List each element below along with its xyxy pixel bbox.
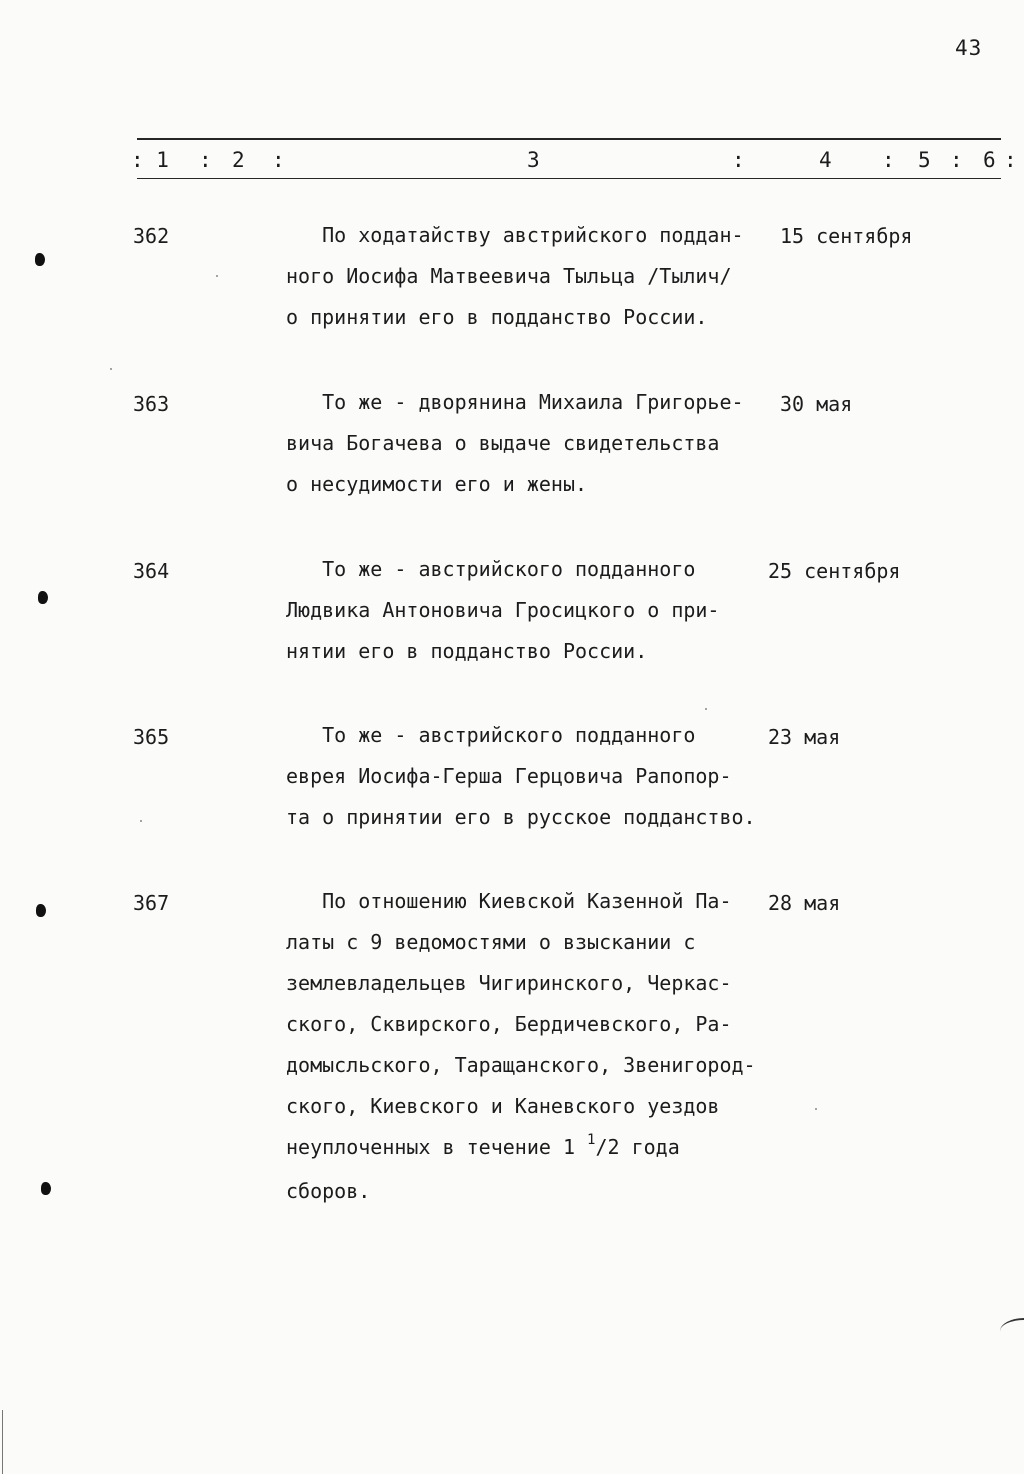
- scan-speck: [216, 275, 218, 277]
- entry-description: [286, 881, 786, 1212]
- page-number: 43: [955, 36, 983, 60]
- scan-speck: [140, 820, 142, 822]
- entry-line: домысльского, Таращанского, Звенигород-: [286, 1053, 756, 1077]
- col-header-5: 5: [918, 148, 931, 172]
- entry-description: [286, 382, 786, 505]
- col-header-3: 3: [527, 148, 540, 172]
- binding-mark: [38, 591, 48, 604]
- col-header-6: 6: [983, 148, 996, 172]
- fraction-prefix: неуплоченных в течение 1: [286, 1135, 588, 1159]
- entry-date: 25 сентября: [768, 559, 901, 583]
- entry-number: 367: [133, 891, 170, 915]
- entry-line-fraction: [286, 1127, 786, 1171]
- entry-description: [286, 215, 786, 338]
- entry-line: По ходатайству австрийского поддан-: [286, 223, 744, 247]
- entry-date: 23 мая: [768, 725, 841, 749]
- entry-line: та о принятии его в русское подданство.: [286, 805, 756, 829]
- binding-mark: [35, 253, 45, 266]
- binding-mark: [41, 1182, 51, 1195]
- fraction-suffix: /2 года: [595, 1135, 680, 1159]
- entry-number: 365: [133, 725, 170, 749]
- entry-description: [286, 715, 786, 838]
- fraction-superscript: 1: [587, 1132, 596, 1148]
- scan-corner-mark: [1000, 1318, 1024, 1340]
- entry-line: землевладельцев Чигиринского, Черкас-: [286, 971, 732, 995]
- col-header-sep-2: :: [272, 148, 285, 172]
- entry-date: 30 мая: [780, 392, 853, 416]
- col-header-sep-4: :: [882, 148, 895, 172]
- entry-line: ского, Киевского и Каневского уездов: [286, 1094, 720, 1118]
- entry-line: еврея Иосифа-Герша Герцовича Рапопор-: [286, 764, 732, 788]
- entry-line: То же - австрийского подданного: [286, 723, 696, 747]
- table-header-rule: [137, 178, 1001, 179]
- entry-line: латы с 9 ведомостями о взыскании с: [286, 930, 696, 954]
- scan-speck: [110, 368, 112, 370]
- scan-edge-line: [2, 1410, 3, 1474]
- entry-number: 363: [133, 392, 170, 416]
- entry-line: нятии его в подданство России.: [286, 639, 648, 663]
- entry-number: 364: [133, 559, 170, 583]
- entry-line: Людвика Антоновича Гросицкого о при-: [286, 598, 720, 622]
- entry-line: То же - австрийского подданного: [286, 557, 696, 581]
- entry-line: о несудимости его и жены.: [286, 472, 588, 496]
- entry-line: По отношению Киевской Казенной Па-: [286, 889, 732, 913]
- col-header-sep-3: :: [732, 148, 745, 172]
- col-header-sep-5: :: [950, 148, 963, 172]
- scan-speck: [705, 708, 707, 710]
- entry-line: То же - дворянина Михаила Григорье-: [286, 390, 744, 414]
- col-header-1: : 1: [131, 148, 169, 172]
- entry-number: 362: [133, 224, 170, 248]
- col-header-sep-6: :: [1004, 148, 1017, 172]
- entry-line: о принятии его в подданство России.: [286, 305, 708, 329]
- col-header-sep-1: :: [199, 148, 212, 172]
- entry-date: 28 мая: [768, 891, 841, 915]
- table-top-rule: [137, 138, 1001, 140]
- binding-mark: [36, 904, 46, 917]
- entry-line: вича Богачева о выдаче свидетельства: [286, 431, 720, 455]
- entry-line: сборов.: [286, 1179, 371, 1203]
- entry-line: ского, Сквирского, Бердичевского, Ра-: [286, 1012, 732, 1036]
- entry-date: 15 сентября: [780, 224, 913, 248]
- scan-speck: [815, 1108, 817, 1110]
- col-header-2: 2: [232, 148, 245, 172]
- entry-description: [286, 549, 786, 672]
- col-header-4: 4: [819, 148, 832, 172]
- entry-line: ного Иосифа Матвеевича Тыльца /Тылич/: [286, 264, 732, 288]
